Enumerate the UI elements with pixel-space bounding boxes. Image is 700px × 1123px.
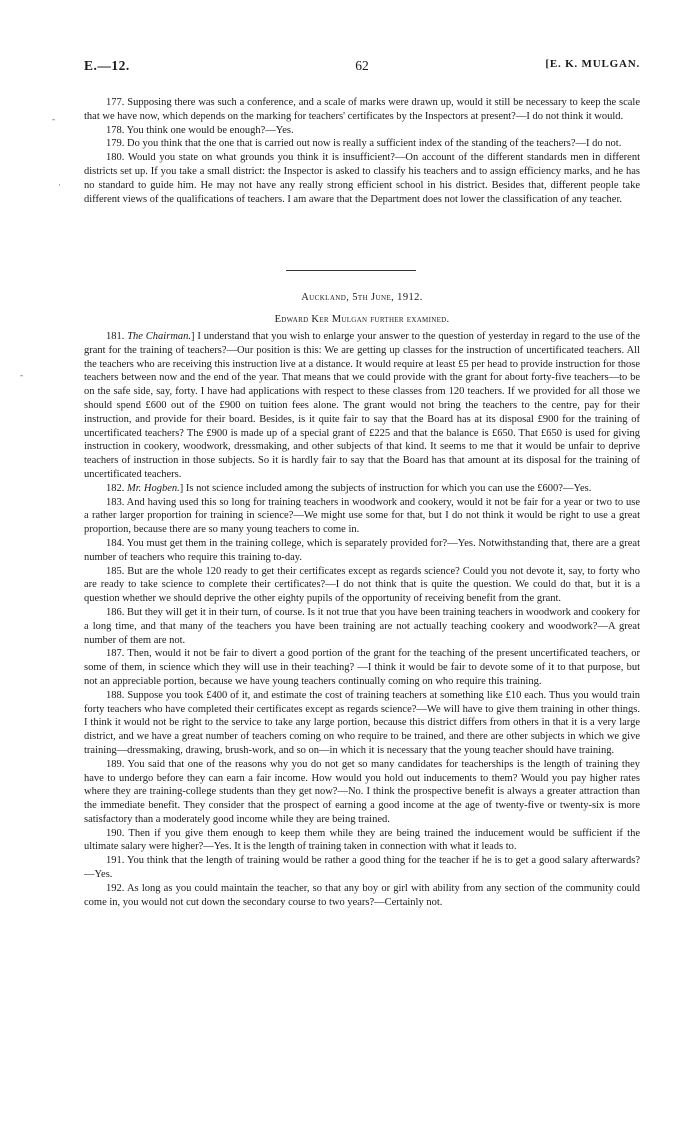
- question-number: 182.: [106, 482, 125, 494]
- question-186: 186. But they will get it in their turn, of course. Is it not true that you have been training teachers in woodwork and cookery for a long time, and that many of the teachers you have been training are not actually teaching cookery and woodwork?—A great number of them are not.: [84, 606, 640, 646]
- question-177: 177. Supposing there was such a conference, and a scale of marks were drawn up, would it still be necessary to keep the scale that we have now, which depends on the marking for teachers' certificates by the Inspectors at present?—I do not think it would.: [84, 97, 640, 122]
- page-number: 62: [355, 58, 369, 73]
- witness-running-head: [E. K. MULGAN.: [545, 58, 640, 70]
- margin-mark: -: [20, 370, 23, 380]
- question-text: ] Is not science included among the subjects of instruction for which you can use the £600?—Yes.: [179, 482, 592, 494]
- margin-mark: ·: [58, 180, 61, 190]
- question-180: 180. Would you state on what grounds you think it is insufficient?—On account of the different standards men in different districts set up. If you take a small district: the Inspector is asked to classify his teachers and to assign efficiency marks, and he has no standard to guide him. He may not have any really strong efficient school in his district. Besides that, different people take different views of the qualifications of teachers. I am aware that the Department does not lower the classification of any teacher.: [84, 152, 640, 205]
- question-191: 191. You think that the length of training would be rather a good thing for the teacher if he is to get a good salary afterwards?—Yes.: [84, 855, 640, 881]
- session-dateline: Auckland, 5th June, 1912.: [301, 292, 423, 303]
- question-181: [84, 330, 640, 482]
- question-184: 184. You must get them in the training college, which is separately provided for?—Yes. Notwithstanding that, there are a great number of teachers who require this training to-day.: [84, 537, 640, 563]
- page-header: [84, 58, 640, 78]
- question-183: 183. And having used this so long for training teachers in woodwork and cookery, would it not be fair for a year or two to use a rather larger proportion for training in science?—We might use some for that, but I do not think it would be right to use a great proportion, because there are so many young teachers to come in.: [84, 496, 640, 536]
- paper-code: E.—12.: [84, 58, 130, 73]
- margin-mark: -: [52, 114, 55, 124]
- question-182: [84, 482, 640, 496]
- question-number: 181.: [106, 331, 125, 342]
- question-192: 192. As long as you could maintain the teacher, so that any boy or girl with ability from any section of the community could come in, you would not cut down the secondary course to two years?—Certainly not.: [84, 882, 640, 908]
- question-190: 190. Then if you give them enough to keep them while they are being trained the inducement would be sufficient if the ultimate salary were higher?—Yes. It is the length of training taken in connection with what it leads to.: [84, 827, 640, 853]
- section-divider: [286, 270, 416, 271]
- speaker-name: Mr. Hogben.: [127, 482, 180, 494]
- question-text: ] I understand that you wish to enlarge your answer to the question of yesterday in regard to the use of the grant for the training of teachers?—Our position is this: We are getting up classes for the instruction of uncertificated teachers. All the teachers who are receiving this instruction live at a distance. It would require at least £5 per head to provide instruction for those teachers between now and the end of the year. That means that we could provide with the grant for about forty-five teachers—to be on the safe side, say, forty. I have had applications with respect to these classes from 120 teachers. If we provided for all those we should spend £600 out of the £900 on tuition fees alone. The grant would not bring the teachers to the centre, pay for their instruction, and provide for their board. Besides, is it quite fair to say that the Board has at its disposal £900 for the training of uncertificated teachers? The £900 is made up of a special grant of £225 and that the balance is £650. That £650 is used for giving instruction in cookery, woodwork, dressmaking, and other subjects of that kind. It seems to me that it would be unfair to deprive teachers of instruction in those subjects. So it is hardly fair to say that the Board has that amount at its disposal for the training of uncertificated teachers.: [84, 331, 641, 480]
- question-187: 187. Then, would it not be fair to divert a good portion of the grant for the teaching of the present uncertificated teachers, or some of them, in science which they will use in their teaching? —I think it would be fair to devote some of it to that purpose, but not an appreciable portion, because we have young teachers continually coming on who require this training.: [84, 648, 640, 687]
- question-185: 185. But are the whole 120 ready to get their certificates except as regards science? Could you not devote it, say, to forty who are ready to take science to complete their certificates?—I do not think that is quite the question. We could do that, but it is a question whether we should deprive the other eighty pupils of the opportunity of receiving benefit from the grant.: [84, 565, 640, 605]
- witness-heading: Edward Ker Mulgan further examined.: [274, 314, 450, 325]
- question-188: 188. Suppose you took £400 of it, and estimate the cost of training teachers at something like £10 each. Thus you would train forty teachers who have completed their certificates except as regards science?—We will have to give them training in other things. I think it would not be right to the service to take any large portion, because this district differs from others in that it is a very large district, and we have a great number of teachers coming on who require to be trained, and there are other subjects in which we give training—dressmaking, drawing, brush-work, and so on—in which it is necessary that the young teacher should have training.: [84, 689, 640, 756]
- evidence-block-2: [84, 330, 640, 909]
- question-178: 178. You think one would be enough?—Yes.: [106, 124, 294, 136]
- question-179: 179. Do you think that the one that is carried out now is really a sufficient index of the standing of the teachers?—I do not.: [106, 138, 622, 150]
- speaker-name: The Chairman.: [127, 331, 192, 342]
- question-189: 189. You said that one of the reasons why you do not get so many candidates for teacherships is the length of training they have to undergo before they can earn a fair income. How would you hold out inducements to them? Would you pay higher rates where they are training-college students than they get now?—No. I think the prospective benefit is always a greater attraction than the immediate benefit. They consider that the prospect of earning a good income at the age of twenty-five or twenty-six is more satisfactory than a moderately good income while they are being trained.: [84, 758, 640, 825]
- evidence-block-1: [84, 96, 640, 206]
